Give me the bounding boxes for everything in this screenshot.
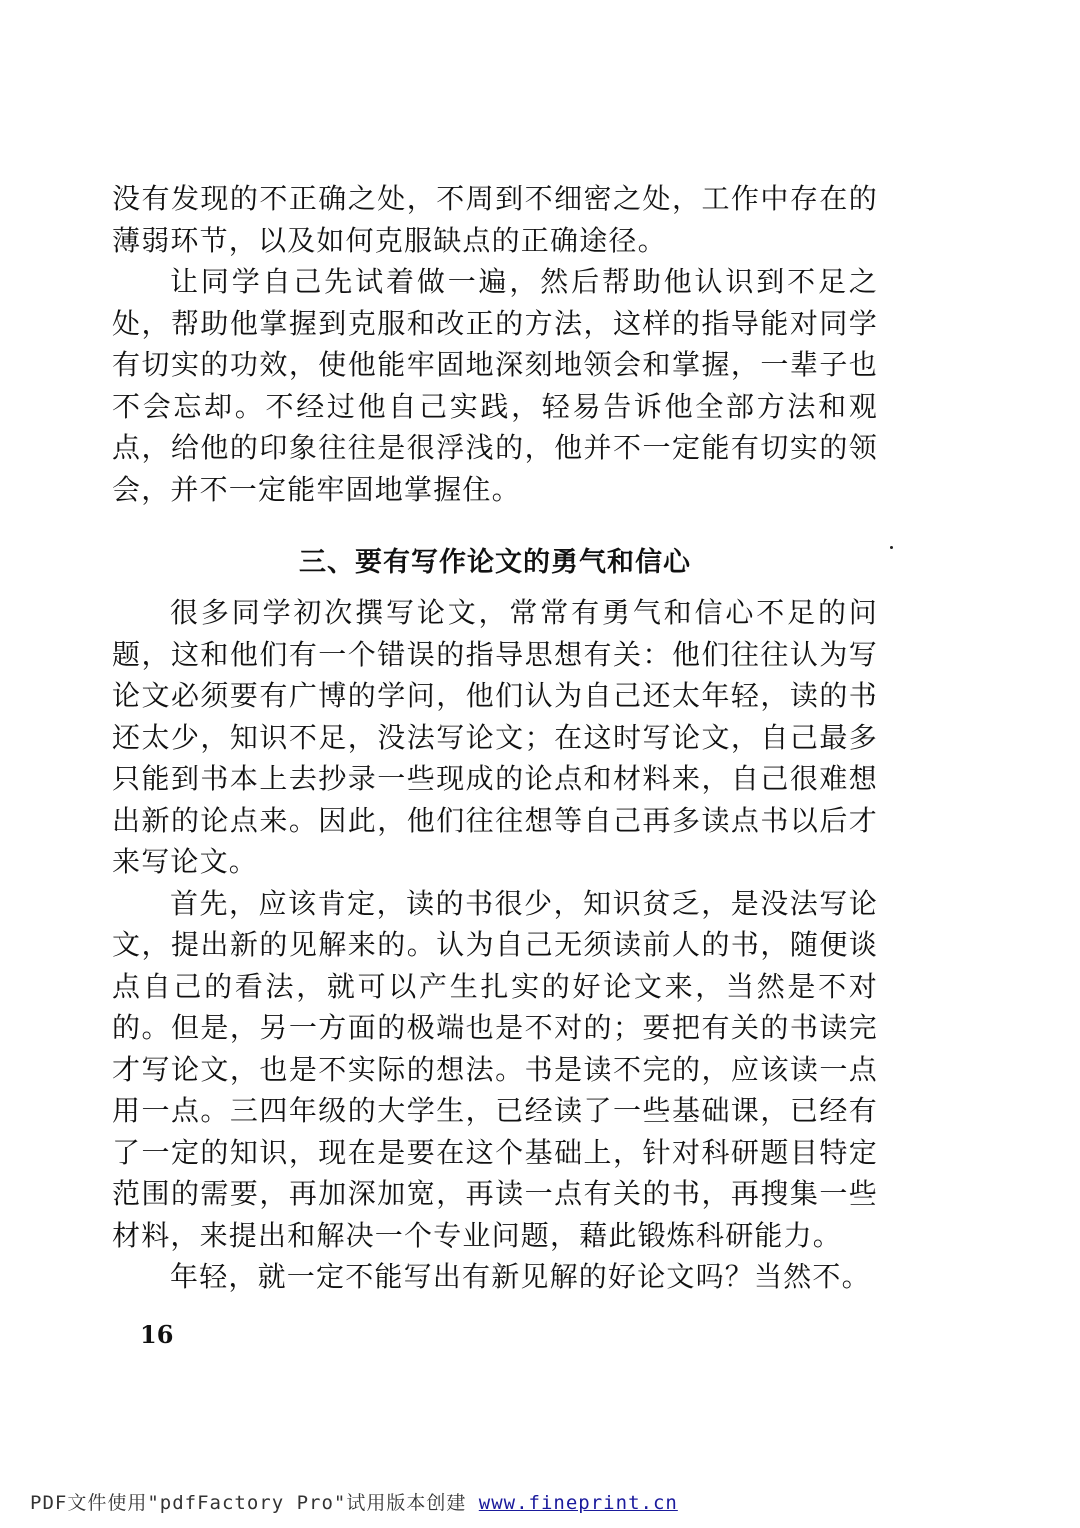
section-heading: 三、要有写作论文的勇气和信心 bbox=[299, 547, 691, 578]
pdf-watermark-footer bbox=[30, 1488, 678, 1515]
page-number: 16 bbox=[140, 1320, 174, 1349]
footer-link[interactable]: www.fineprint.cn bbox=[478, 1492, 678, 1514]
paragraph: 很多同学初次撰写论文，常常有勇气和信心不足的问题，这和他们有一个错误的指导思想有关：他们往往认为写论文必须要有广博的学问，他们认为自己还太年轻，读的书还太少，知识不足，没法写论文；在这时写论文，自己最多只能到书本上去抄录一些现成的论点和材料来，自己很难想出新的论点来。因此，他们往往想等自己再多读点书以后才来写论文。 bbox=[112, 596, 878, 878]
paragraph-continued: 没有发现的不正确之处，不周到不细密之处，工作中存在的薄弱环节，以及如何克服缺点的正确途径。 bbox=[112, 182, 878, 257]
paragraph: 让同学自己先试着做一遍，然后帮助他认识到不足之处，帮助他掌握到克服和改正的方法，这样的指导能对同学有切实的功效，使他能牢固地深刻地领会和掌握，一辈子也不会忘却。不经过他自己实践，轻易告诉他全部方法和观点，给他的印象往往是很浮浅的，他并不一定能有切实的领会，并不一定能牢固地掌握住。 bbox=[112, 265, 878, 506]
footer-text: PDF文件使用"pdfFactory Pro"试用版本创建 bbox=[30, 1492, 467, 1514]
scan-speck bbox=[890, 546, 893, 549]
body-text-top bbox=[112, 178, 878, 510]
body-text-bottom bbox=[112, 592, 878, 1298]
paragraph: 年轻，就一定不能写出有新见解的好论文吗？当然不。 bbox=[170, 1260, 871, 1293]
paragraph: 首先，应该肯定，读的书很少，知识贫乏，是没法写论文，提出新的见解来的。认为自己无须读前人的书，随便谈点自己的看法，就可以产生扎实的好论文来，当然是不对的。但是，另一方面的极端也是不对的；要把有关的书读完才写论文，也是不实际的想法。书是读不完的，应该读一点用一点。三四年级的大学生，已经读了一些基础课，已经有了一定的知识，现在是要在这个基础上，针对科研题目特定范围的需要，再加深加宽，再读一点有关的书，再搜集一些材料，来提出和解决一个专业问题，藉此锻炼科研能力。 bbox=[112, 886, 878, 1252]
